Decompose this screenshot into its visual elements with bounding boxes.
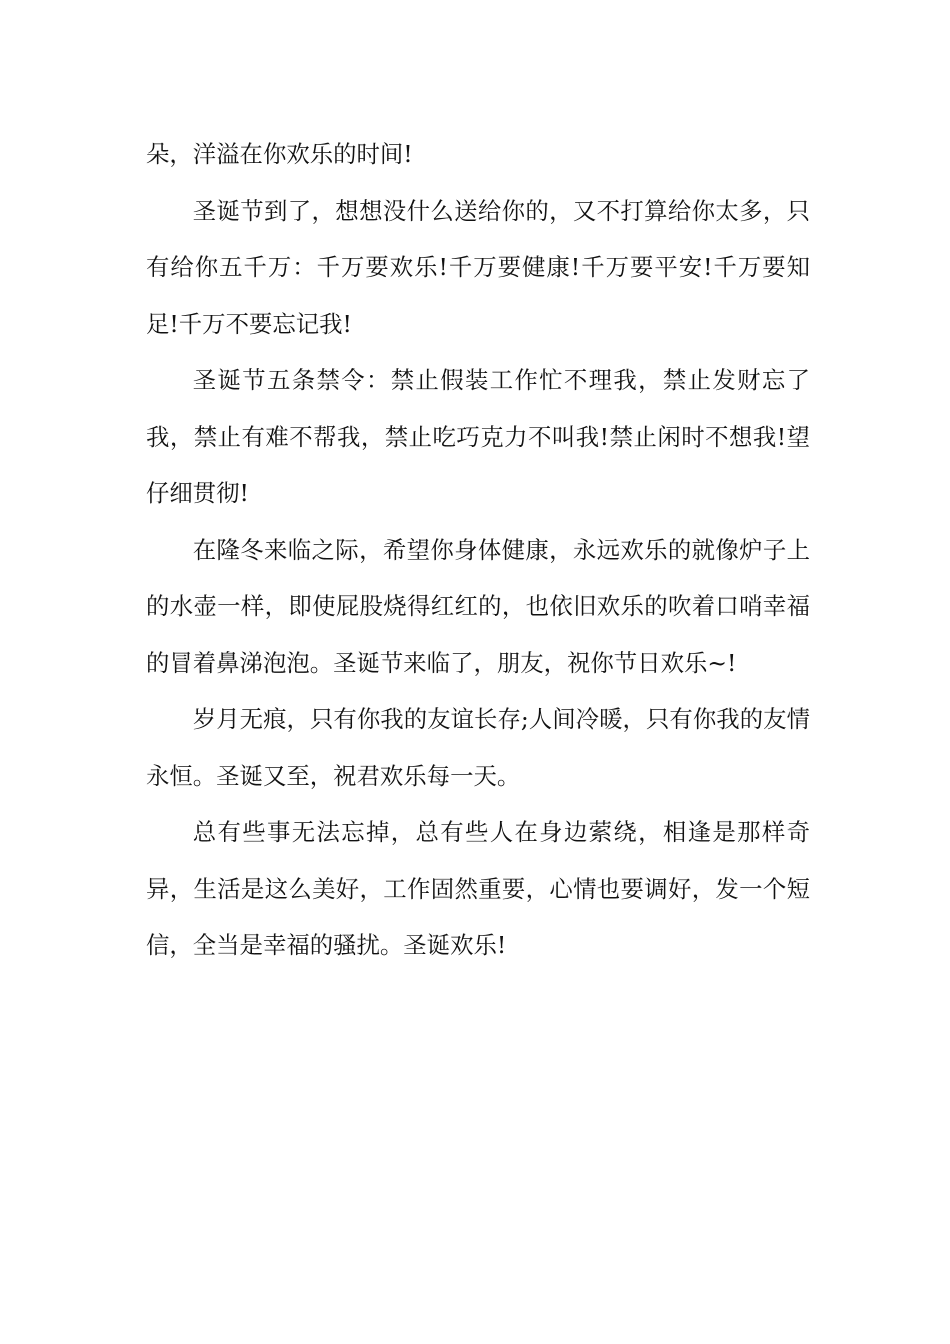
document-body [146,126,810,974]
paragraph-friendship: 岁月无痕，只有你我的友谊长存;人间冷暖，只有你我的友情永恒。圣诞又至，祝君欢乐每一天。 [146,705,810,790]
paragraph-short-message: 总有些事无法忘掉，总有些人在身边萦绕，相逢是那样奇异，生活是这么美好，工作固然重要，心情也要调好，发一个短信，全当是幸福的骚扰。圣诞欢乐! [146,818,810,959]
paragraph-continuation: 朵，洋溢在你欢乐的时间! [146,140,413,168]
paragraph-five-thousand-wishes: 圣诞节到了，想想没什么送给你的，又不打算给你太多，只有给你五千万：千万要欢乐!千万要健康!千万要平安!千万要知足!千万不要忘记我! [146,196,810,338]
paragraph-winter-wishes: 在隆冬来临之际，希望你身体健康，永远欢乐的就像炉子上的水壶一样，即使屁股烧得红红的，也依旧欢乐的吹着口哨幸福的冒着鼻涕泡泡。圣诞节来临了，朋友，祝你节日欢乐~! [146,535,810,677]
paragraph-five-prohibitions: 圣诞节五条禁令：禁止假装工作忙不理我，禁止发财忘了我，禁止有难不帮我，禁止吃巧克力不叫我!禁止闲时不想我!望仔细贯彻! [146,366,810,507]
